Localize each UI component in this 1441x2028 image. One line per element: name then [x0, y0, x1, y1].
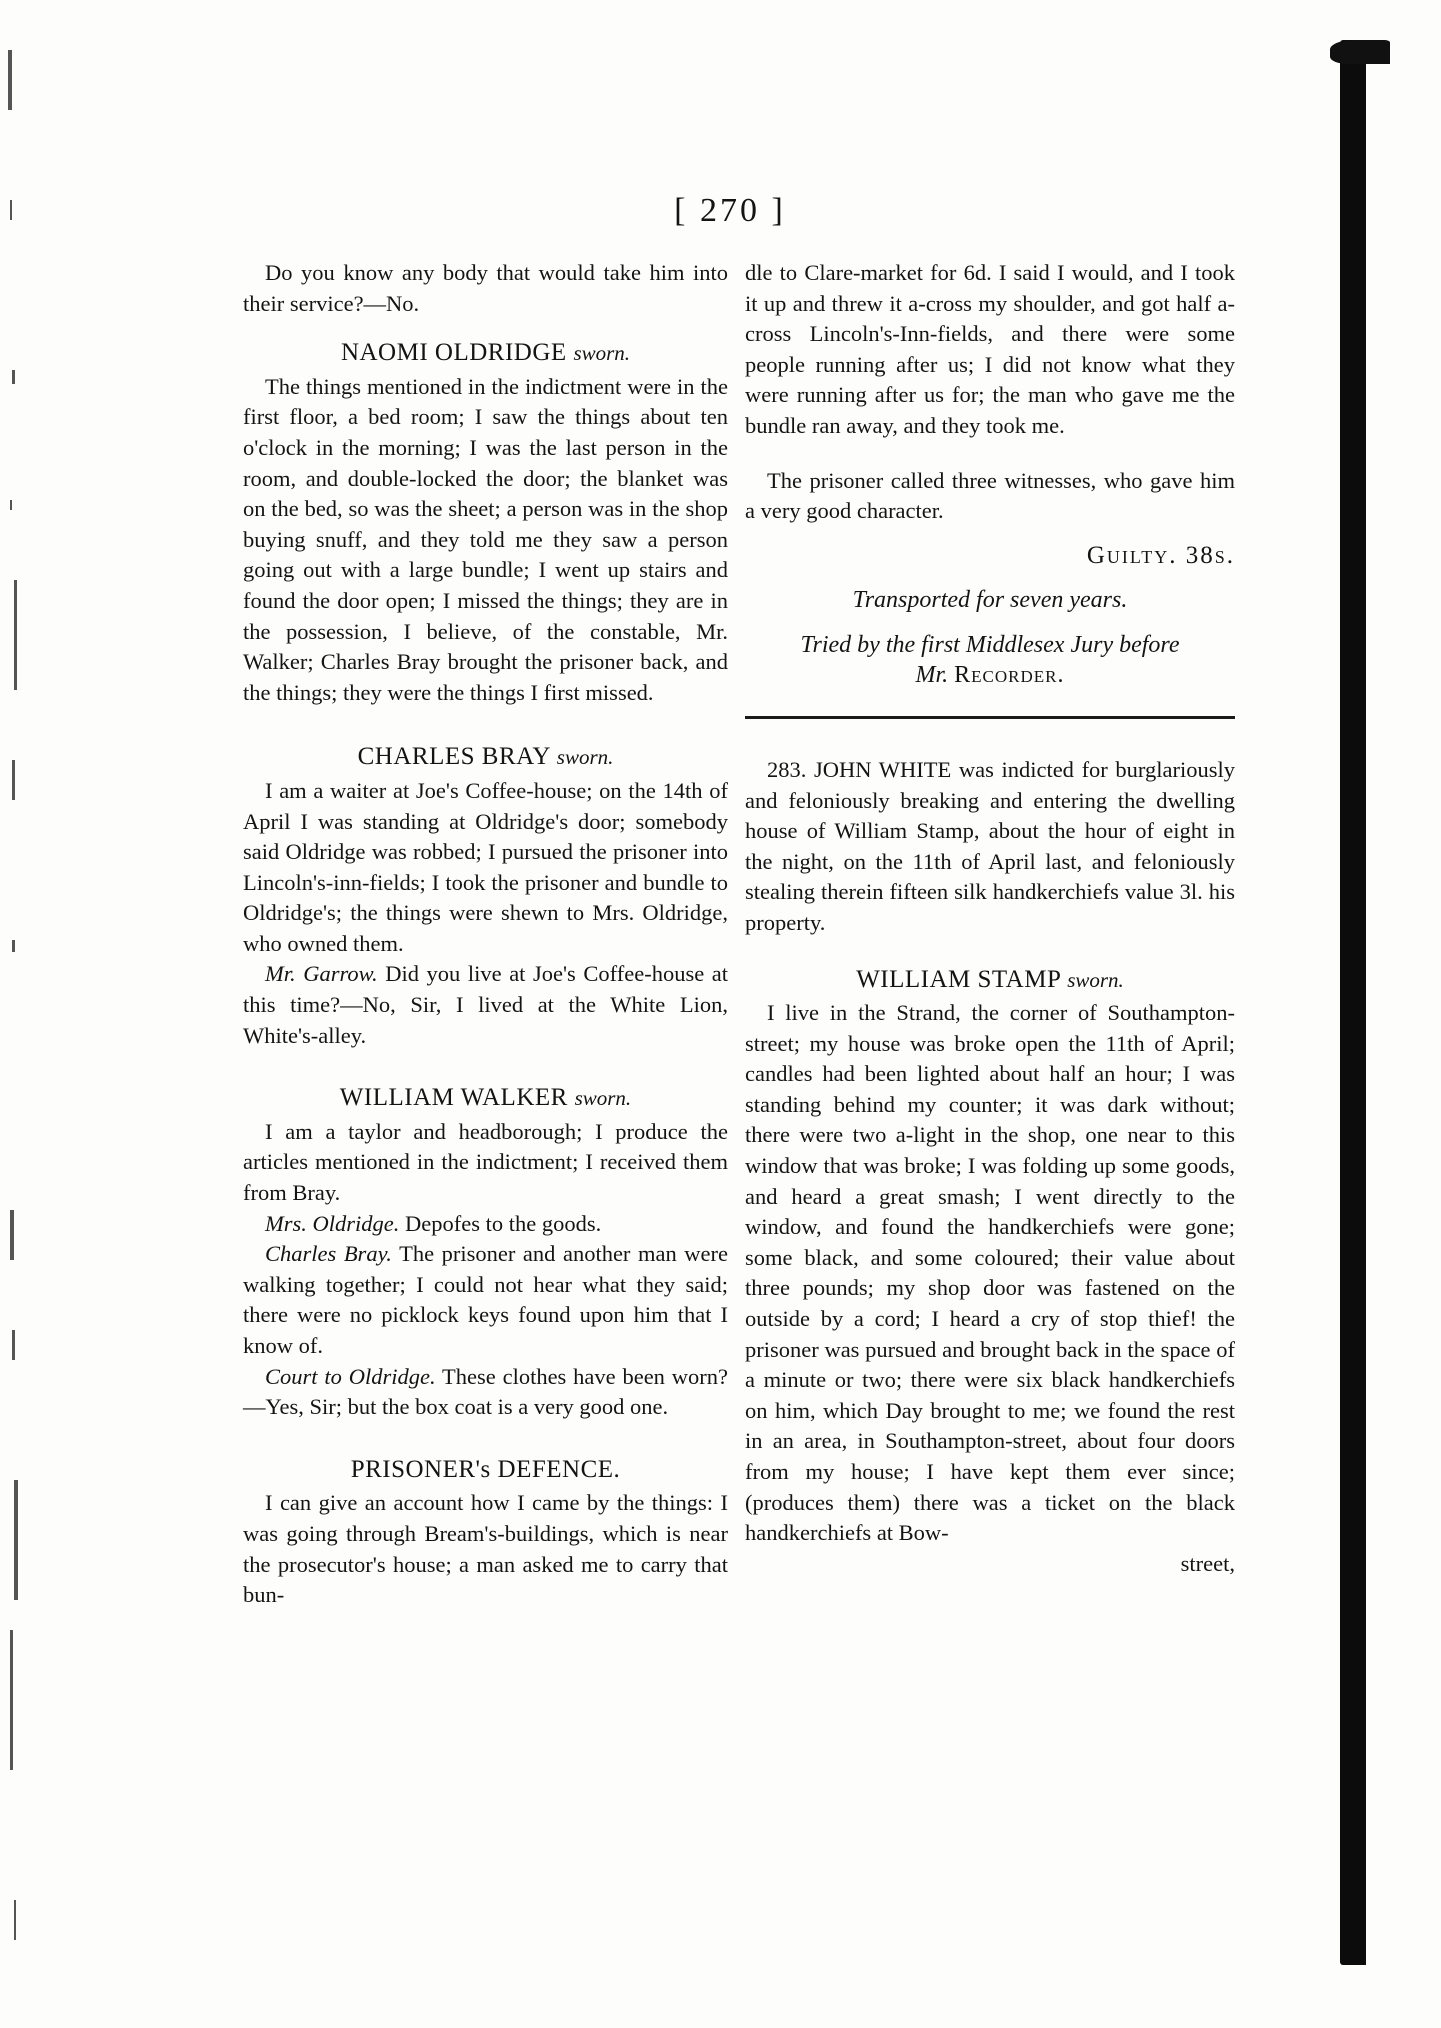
witness-heading-walker: [243, 1083, 728, 1114]
witness-name: NAOMI OLDRIDGE: [340, 339, 567, 367]
sworn-label: sworn.: [574, 1086, 632, 1111]
sworn-label: sworn.: [1067, 967, 1124, 992]
witness-heading-charles: [243, 742, 728, 773]
witness-heading-stamp: [745, 965, 1235, 996]
statement-court: [243, 1362, 728, 1423]
speaker: Charles Bray.: [265, 1241, 392, 1267]
catchword: street,: [1180, 1550, 1235, 1576]
defence-heading: PRISONER's DEFENCE.: [350, 1455, 621, 1483]
statement: The prisoner and another man were walking together; I could not hear what they said; there were no picklock keys found upon him that I know of.: [243, 1241, 728, 1358]
testimony-walker: I am a taylor and headborough; I produce the articles mentioned in the indictment; I received them from Bray.: [243, 1118, 728, 1206]
statement-bray: [243, 1239, 728, 1361]
left-column: [243, 258, 728, 1611]
sworn-label: sworn.: [556, 745, 614, 770]
speaker: Court to Oldridge.: [265, 1363, 436, 1389]
right-column: [745, 258, 1235, 1579]
defence-continued: dle to Clare-market for 6d. I said I would, and I took it up and threw it a-cross my shoulder, and got half a-cross Lincoln's-Inn-fields, and there were some people running after us; I did not know what they were running after us for; the man who gave me the bundle ran away, and they took me.: [745, 260, 1235, 438]
testimony-naomi: The things mentioned in the indictment were in the first floor, a bed room; I saw the things about ten o'clock in the morning; I was the last person in the room, and double-locked the door; the blanket was on the bed, so was the sheet; a person was in the shop buying snuff, and they told me they saw a person going out with a large bundle; I went up stairs and found the door open; I missed the things; they are in the possession, I believe, of the constable, Mr. Walker; Charles Bray brought the prisoner back, and the things; they were the things I first missed.: [243, 373, 728, 705]
jury-mr: Mr.: [915, 661, 949, 688]
statement-oldridge: [243, 1209, 728, 1240]
witness-name: CHARLES BRAY: [357, 743, 551, 771]
case-number: 283.: [767, 756, 807, 782]
defence-text: I can give an account how I came by the things: I was going through Bream's-buildings, which is near the prosecutor's house; a man asked me to carry that bun-: [243, 1490, 728, 1608]
character-witnesses: The prisoner called three witnesses, who gave him a very good character.: [745, 467, 1235, 524]
speaker: Mrs. Oldridge.: [265, 1210, 400, 1236]
section-divider: [745, 716, 1235, 719]
scan-binding-shadow: [1340, 40, 1366, 1965]
witness-heading-naomi: [243, 338, 728, 369]
testimony-stamp: I live in the Strand, the corner of Southampton-street; my house was broke open the 11th of April; candles had been lighted about half an hour; I was standing behind my counter; it was dark without; there were two a-light in the shop, one near to this window that was broke; I was folding up some goods, and heard a great smash; I went directly to the window, and found the handkerchiefs were gone; some black, and some coloured; their value about three pounds; my shop door was fastened on the outside by a cord; I heard a cry of stop thief! the prisoner was pursued and brought back in the space of a minute or two; there were six black handkerchiefs on him, which Day brought to me; we found the rest in an area, in Southampton-street, about four doors from my house; I have kept them ever since; (produces them) there was a ticket on the black handkerchiefs at Bow-: [745, 1000, 1235, 1546]
page-number: [ 270 ]: [674, 192, 786, 229]
scan-edge-marks: [0, 40, 80, 1970]
jury-line: Tried by the first Middlesex Jury before: [800, 631, 1180, 658]
case-text: JOHN WHITE was indicted for burglariously and feloniously breaking and entering the dwelling house of William Stamp, about the hour of eight in the night, on the 11th of April last, and feloniously stealing therein fifteen silk handkerchiefs value 3l. his property.: [745, 756, 1236, 935]
witness-name: WILLIAM STAMP: [856, 965, 1061, 993]
sworn-label: sworn.: [573, 341, 631, 366]
witness-name: WILLIAM WALKER: [339, 1084, 568, 1112]
scan-binding-shadow-top: [1330, 40, 1390, 64]
statement: These clothes have been worn?—Yes, Sir; but the box coat is a very good one.: [243, 1363, 729, 1420]
speaker: Mr. Garrow.: [265, 961, 378, 987]
jury-recorder: Recorder.: [954, 661, 1065, 688]
statement: Did you live at Joe's Coffee-house at this time?—No, Sir, I lived at the White Lion, White's-alley.: [243, 961, 729, 1048]
jury-note: [745, 630, 1235, 690]
statement: Depofes to the goods.: [405, 1210, 602, 1236]
cross-examination: [243, 959, 728, 1051]
case-header: [745, 755, 1235, 939]
intro-question: Do you know any body that would take him into their service?—No.: [243, 260, 728, 316]
sentence: Transported for seven years.: [852, 587, 1128, 614]
verdict: Guilty. 38s.: [1086, 541, 1235, 569]
testimony-charles: I am a waiter at Joe's Coffee-house; on the 14th of April I was standing at Oldridge's door; somebody said Oldridge was robbed; I pursued the prisoner into Lincoln's-inn-fields; I took the prisoner and bundle to Oldridge's; the things were shewn to Mrs. Oldridge, who owned them.: [243, 777, 728, 956]
